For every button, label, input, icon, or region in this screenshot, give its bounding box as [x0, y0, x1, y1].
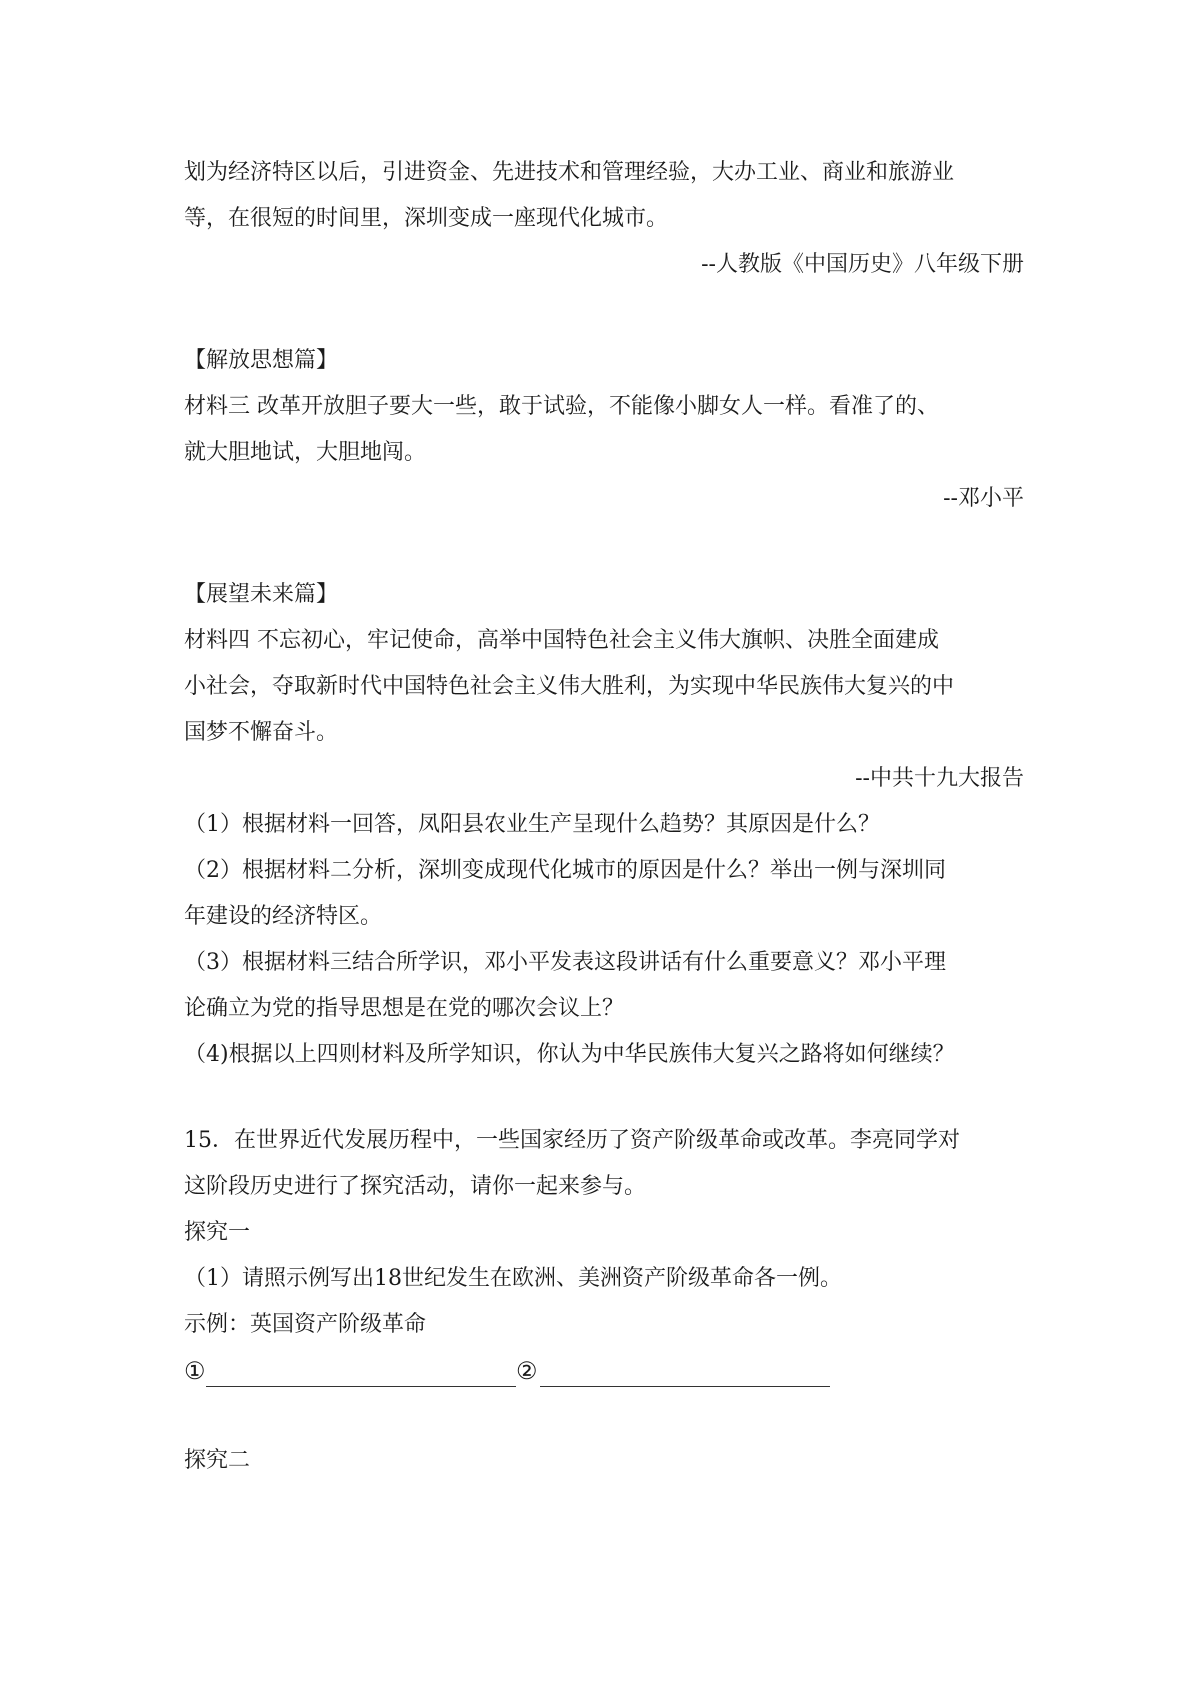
explore1-title: 探究一	[184, 1220, 251, 1245]
section-liberation-heading: 【解放思想篇】	[184, 348, 339, 373]
material3-line-2: 就大胆地试，大胆地闯。	[184, 440, 427, 465]
material2-source: --人教版《中国历史》八年级下册	[701, 252, 1024, 277]
document-page	[184, 150, 1024, 1484]
material4-line-1: 材料四 不忘初心，牢记使命，高举中国特色社会主义伟大旗帜、决胜全面建成	[184, 628, 939, 653]
material4-line-3: 国梦不懈奋斗。	[184, 720, 339, 745]
material2-line-1: 划为经济特区以后，引进资金、先进技术和管理经验，大办工业、商业和旅游业	[184, 160, 955, 185]
example-line: 示例：英国资产阶级革命	[184, 1312, 427, 1337]
question-3-line-2: 论确立为党的指导思想是在党的哪次会议上？	[184, 996, 625, 1021]
material4-source: --中共十九大报告	[855, 766, 1024, 791]
question-2-line-2: 年建设的经济特区。	[184, 904, 383, 929]
section-future-heading: 【展望未来篇】	[184, 582, 339, 607]
q15-line-1: 15．在世界近代发展历程中，一些国家经历了资产阶级革命或改革。李亮同学对	[184, 1128, 960, 1153]
q15-line-2: 这阶段历史进行了探究活动，请你一起来参与。	[184, 1174, 647, 1199]
material2-line-2: 等，在很短的时间里，深圳变成一座现代化城市。	[184, 206, 669, 231]
blank-mark-2: ②	[516, 1357, 538, 1385]
answer-blanks-row	[184, 1348, 1024, 1398]
blank-mark-1: ①	[184, 1357, 206, 1385]
question-4: （4)根据以上四则材料及所学知识，你认为中华民族伟大复兴之路将如何继续？	[184, 1042, 955, 1067]
material4-line-2: 小社会，夺取新时代中国特色社会主义伟大胜利，为实现中华民族伟大复兴的中	[184, 674, 955, 699]
question-2-line-1: （2）根据材料二分析，深圳变成现代化城市的原因是什么？举出一例与深圳同	[184, 858, 946, 883]
answer-blank-2[interactable]	[540, 1386, 830, 1387]
question-3-line-1: （3）根据材料三结合所学识，邓小平发表这段讲话有什么重要意义？邓小平理	[184, 950, 946, 975]
explore1-question: （1）请照示例写出18世纪发生在欧洲、美洲资产阶级革命各一例。	[184, 1266, 842, 1291]
question-1: （1）根据材料一回答，凤阳县农业生产呈现什么趋势？其原因是什么？	[184, 812, 880, 837]
answer-blank-1[interactable]	[206, 1386, 516, 1387]
material3-source: --邓小平	[943, 486, 1024, 511]
explore2-title: 探究二	[184, 1448, 251, 1473]
material3-line-1: 材料三 改革开放胆子要大一些，敢于试验，不能像小脚女人一样。看准了的、	[184, 394, 939, 419]
